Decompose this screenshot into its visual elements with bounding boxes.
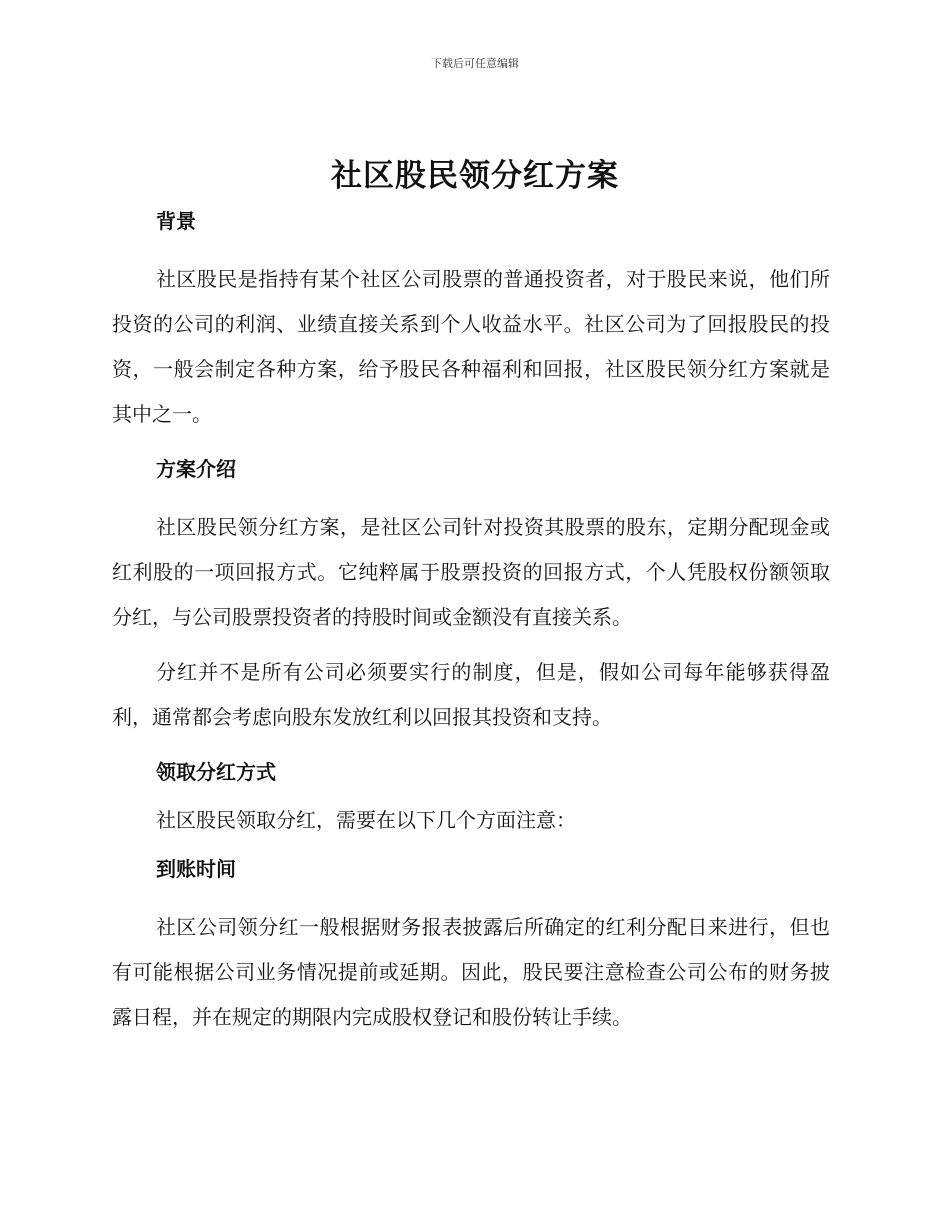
- paragraph-intro-1: 社区股民领分红方案，是社区公司针对投资其股票的股东，定期分配现金或红利股的一项回报方式。它纯粹属于股票投资的回报方式，个人凭股权份额领取分红，与公司股票投资者的持股时间或金额没有直接关系。: [112, 515, 830, 629]
- paragraph-background: 社区股民是指持有某个社区公司股票的普通投资者，对于股民来说，他们所投资的公司的利润、业绩直接关系到个人收益水平。社区公司为了回报股民的投资，一般会制定各种方案，给予股民各种福利和回报，社区股民领分红方案就是其中之一。: [112, 267, 830, 426]
- paragraph-method: 社区股民领取分红，需要在以下几个方面注意：: [156, 808, 576, 832]
- document-body: [112, 205, 830, 1040]
- paragraph-intro-2: 分红并不是所有公司必须要实行的制度，但是，假如公司每年能够获得盈利，通常都会考虑向股东发放红利以回报其投资和支持。: [112, 660, 830, 729]
- paragraph-timing: 社区公司领分红一般根据财务报表披露后所确定的红利分配日来进行，但也有可能根据公司业务情况提前或延期。因此，股民要注意检查公司公布的财务披露日程，并在规定的期限内完成股权登记和股份转让手续。: [112, 915, 830, 1029]
- section-heading-background: 背景: [156, 209, 196, 233]
- section-heading-timing: 到账时间: [156, 857, 236, 881]
- header-note: 下载后可任意编辑: [431, 57, 519, 70]
- section-heading-method: 领取分红方式: [156, 760, 276, 784]
- section-heading-intro: 方案介绍: [156, 457, 236, 481]
- document-title: 社区股民领分红方案: [331, 158, 619, 194]
